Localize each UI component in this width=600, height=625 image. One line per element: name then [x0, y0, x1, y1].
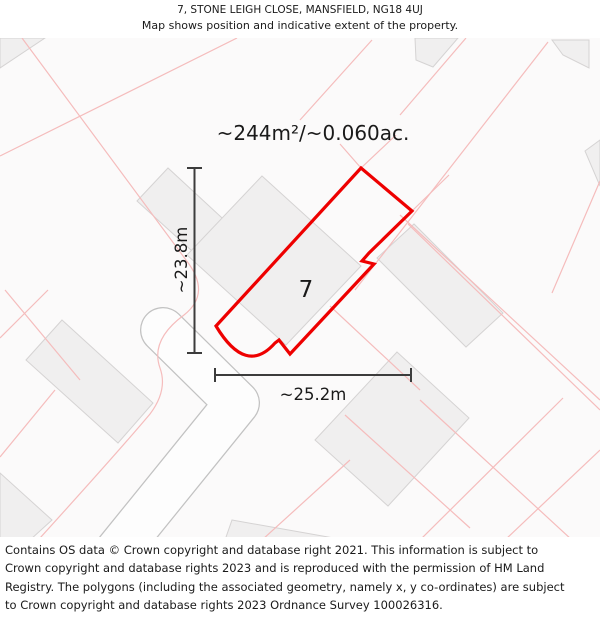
page-title: 7, STONE LEIGH CLOSE, MANSFIELD, NG18 4UJ: [177, 4, 423, 16]
page-subtitle: Map shows position and indicative extent of the property.: [141, 19, 459, 32]
copyright-text: Contains OS data © Crown copyright and database right 2021. This information is subject to Crown copyright and database rights 2023 and is reproduced with the permission of HM Land Registry. The polygons (including the associated geometry, namely x, y co-ordinates) are subject to Crown copyright and database rights 2023 Ordnance Survey 100026316.: [5, 543, 565, 613]
map-svg: [0, 38, 600, 537]
width-dimension-label: ~25.2m: [279, 385, 347, 404]
header: [0, 0, 600, 38]
plot-number-label: 7: [298, 277, 314, 303]
area-label: ~244m²/~0.060ac.: [216, 121, 410, 145]
map-canvas: [0, 38, 600, 537]
footer: [0, 537, 600, 625]
height-dimension-label: ~23.8m: [172, 226, 191, 294]
